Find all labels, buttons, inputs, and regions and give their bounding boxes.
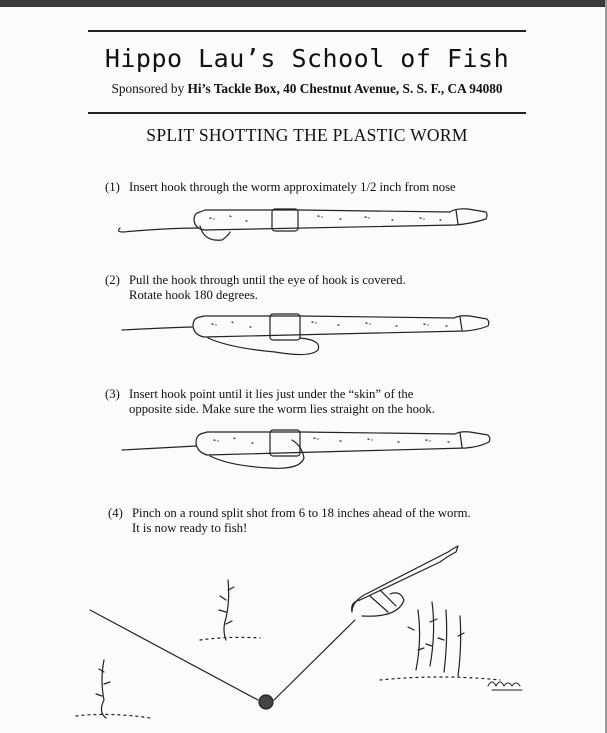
hook-bend-1 xyxy=(200,226,230,240)
page-title: Hippo Lau’s School of Fish xyxy=(104,44,510,73)
fishing-line-right xyxy=(274,620,355,700)
artist-signature xyxy=(488,682,522,690)
step-2-number: (2) xyxy=(105,273,120,287)
worm-illustration-2 xyxy=(122,314,489,355)
split-shot-weight xyxy=(259,695,273,709)
fishing-scene xyxy=(76,546,522,718)
worm-body-4 xyxy=(352,546,458,612)
step-1-text: Insert hook through the worm approximately 1/2 inch from nose xyxy=(129,180,456,194)
step-3-text-line2: opposite side. Make sure the worm lies straight on the hook. xyxy=(129,402,435,416)
sponsor-body: Hi’s Tackle Box, 40 Chestnut Avenue, S. S. F., CA 94080 xyxy=(187,81,503,96)
worm-nose-line-2 xyxy=(460,317,462,330)
worm-texture-3 xyxy=(214,438,451,443)
step-4-text-line2: It is now ready to fish! xyxy=(132,521,248,535)
worm-illustration-1 xyxy=(119,209,487,240)
sponsor-prefix: Sponsored by xyxy=(111,81,185,96)
worm-texture-1 xyxy=(210,216,443,221)
seaweed-center xyxy=(219,580,234,640)
step-2-text-line1: Pull the hook through until the eye of hook is covered. xyxy=(129,273,406,287)
seaweed-left xyxy=(96,660,110,718)
step-3-text-line1: Insert hook point until it lies just under the “skin” of the xyxy=(129,387,414,401)
worm-body-2 xyxy=(193,316,489,337)
step-4-text-line1: Pinch on a round split shot from 6 to 18 inches ahead of the worm. xyxy=(132,506,471,520)
hook-line-3 xyxy=(122,446,196,450)
worm-nose-line-3 xyxy=(460,433,462,447)
seabed-left xyxy=(76,714,150,718)
seaweed-right xyxy=(408,602,464,676)
worm-texture-2 xyxy=(212,322,449,327)
hook-bend-2 xyxy=(208,338,319,355)
fishing-line-left xyxy=(90,610,258,700)
seabed-right xyxy=(380,677,500,680)
section-heading: SPLIT SHOTTING THE PLASTIC WORM xyxy=(146,125,468,145)
step-2-text-line2: Rotate hook 180 degrees. xyxy=(129,288,258,302)
step-1-number: (1) xyxy=(105,180,120,194)
worm-illustration-3 xyxy=(122,430,490,468)
hook-line-1 xyxy=(119,228,198,232)
step-4-number: (4) xyxy=(108,506,123,520)
hook-line-2 xyxy=(122,327,192,330)
worm-body-3 xyxy=(196,432,490,455)
worm-nose-line-1 xyxy=(456,210,458,224)
step-3-number: (3) xyxy=(105,387,120,401)
worm-band-2 xyxy=(270,314,300,340)
seabed-center xyxy=(200,637,260,640)
